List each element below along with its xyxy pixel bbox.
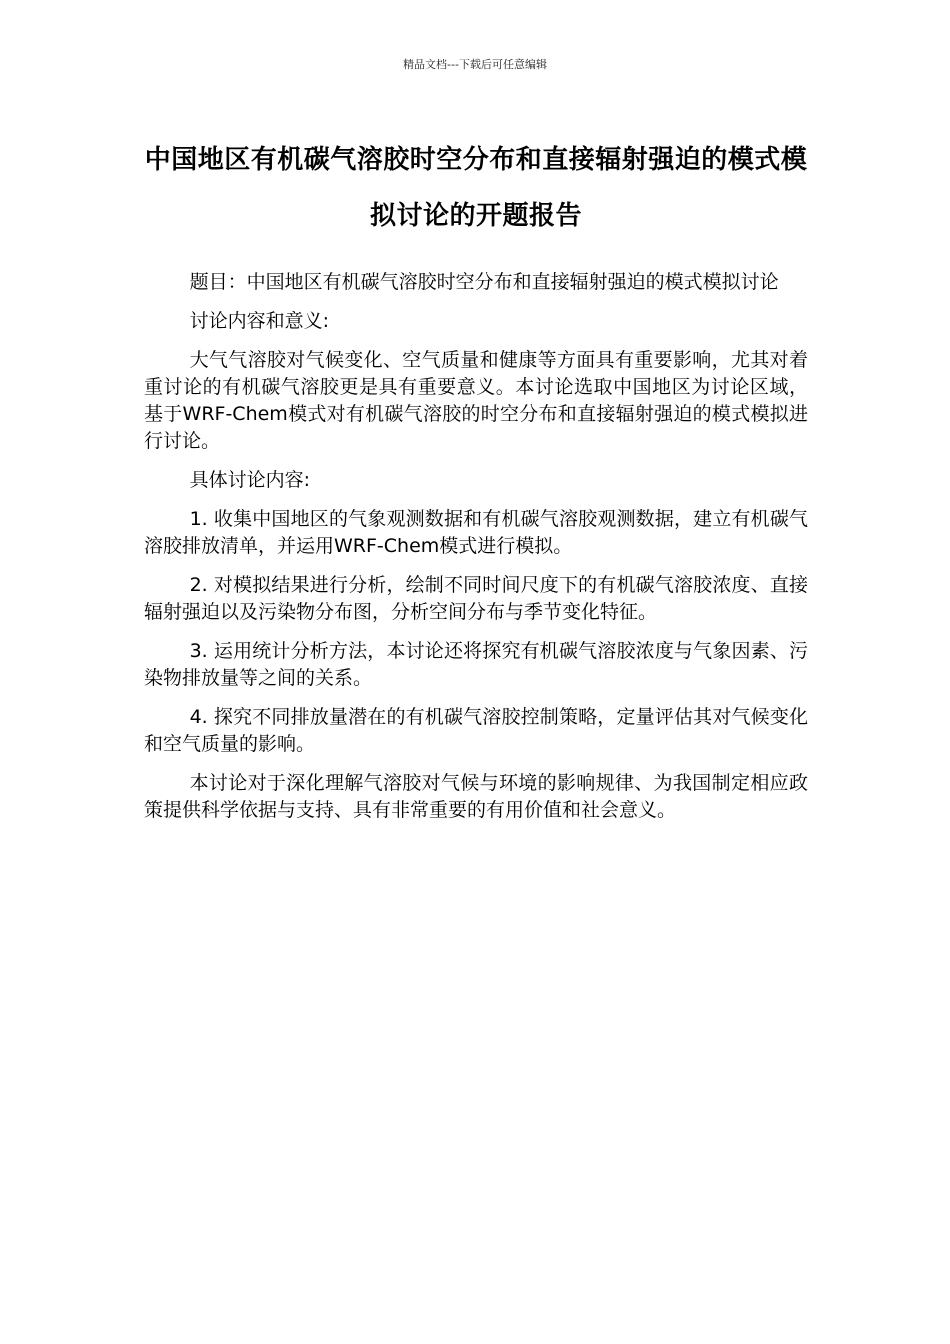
- paragraph-content-heading: 具体讨论内容:: [189, 469, 310, 491]
- paragraph-conclusion: 本讨论对于深化理解气溶胶对气候与环境的影响规律、为我国制定相应政策提供科学依据与支持、具有非常重要的有用价值和社会意义。: [144, 772, 808, 821]
- paragraph-significance-heading: 讨论内容和意义:: [189, 310, 329, 332]
- header-note: 精品文档---下载后可任意编辑: [403, 58, 547, 71]
- paragraph-item-2: 2. 对模拟结果进行分析，绘制不同时间尺度下的有机碳气溶胶浓度、直接辐射强迫以及污染物分布图，分析空间分布与季节变化特征。: [144, 574, 808, 623]
- paragraph-item-3: 3. 运用统计分析方法，本讨论还将探究有机碳气溶胶浓度与气象因素、污染物排放量等之间的关系。: [144, 640, 808, 689]
- document-body: [144, 269, 808, 836]
- paragraph-item-1: 1. 收集中国地区的气象观测数据和有机碳气溶胶观测数据，建立有机碳气溶胶排放清单，并运用WRF-Chem模式进行模拟。: [144, 508, 808, 557]
- paragraph-item-4: 4. 探究不同排放量潜在的有机碳气溶胶控制策略，定量评估其对气候变化和空气质量的影响。: [144, 706, 808, 755]
- document-title: 中国地区有机碳气溶胶时空分布和直接辐射强迫的模式模拟讨论的开题报告: [144, 145, 808, 231]
- paragraph-topic: 题目：中国地区有机碳气溶胶时空分布和直接辐射强迫的模式模拟讨论: [189, 271, 779, 293]
- paragraph-background: 大气气溶胶对气候变化、空气质量和健康等方面具有重要影响，尤其对着重讨论的有机碳气溶胶更是具有重要意义。本讨论选取中国地区为讨论区域，基于WRF-Chem模式对有机碳气溶胶的时空分布和直接辐射强迫的模式模拟进行讨论。: [144, 349, 808, 452]
